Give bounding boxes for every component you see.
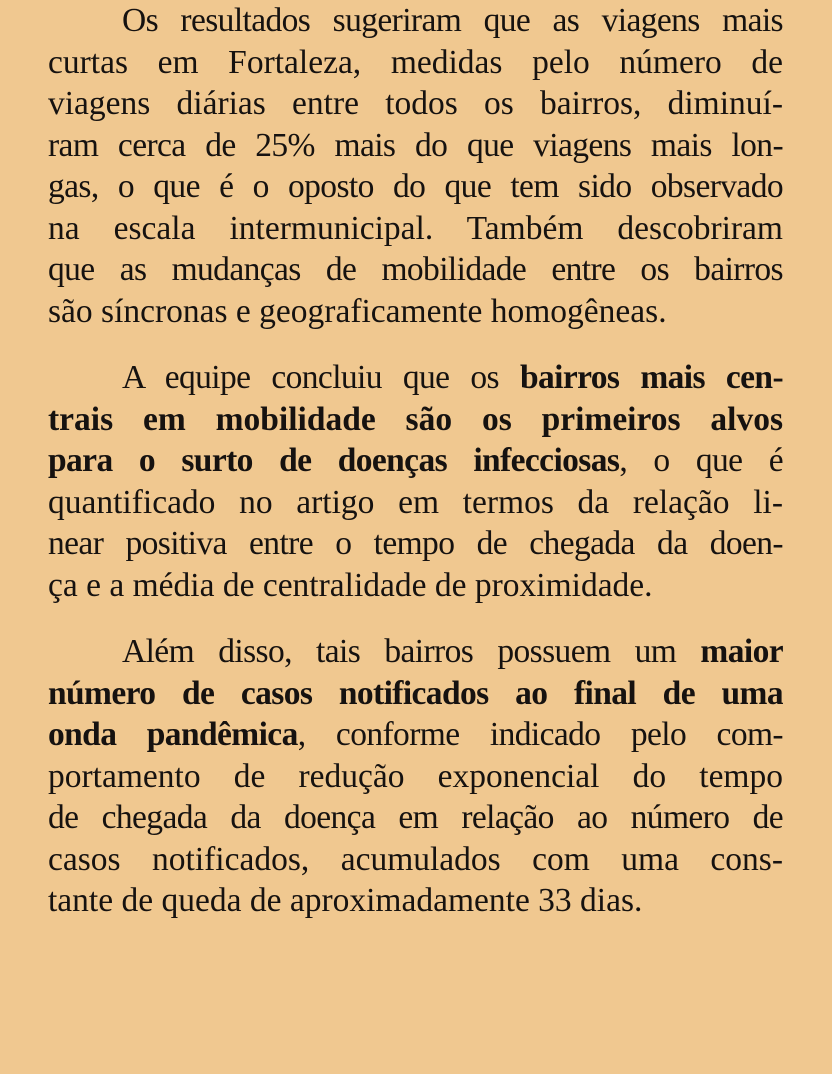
text-line: portamento de redução exponencial do tempo bbox=[48, 757, 783, 795]
text-line bbox=[48, 399, 783, 441]
text-line: onda pandêmica, conforme indicado pelo com- bbox=[48, 716, 783, 753]
text-line bbox=[48, 673, 783, 715]
text-line: gas, o que é o oposto do que tem sido observado bbox=[48, 168, 783, 205]
text-line: ça e a média de centralidade de proximidade. bbox=[48, 566, 653, 604]
text-line: são síncronas e geograficamente homogêneas. bbox=[48, 292, 667, 330]
text-line: viagens diárias entre todos os bairros, diminuí- bbox=[48, 85, 783, 122]
text-line: Os resultados sugeriram que as viagens mais bbox=[122, 2, 783, 39]
emphasis-text: bairros mais cen- bbox=[519, 359, 783, 396]
text-line: na escala intermunicipal. Também descobriram bbox=[48, 209, 783, 247]
text-line: A equipe concluiu que os bairros mais cen- bbox=[122, 359, 783, 396]
text-line: de chegada da doença em relação ao número de bbox=[48, 799, 783, 836]
emphasis-text: número de casos notificados ao final de uma bbox=[48, 674, 783, 712]
text-line: curtas em Fortaleza, medidas pelo número de bbox=[48, 43, 783, 81]
emphasis-text: maior bbox=[700, 633, 783, 670]
emphasis-text: trais em mobilidade são os primeiros alvos bbox=[48, 400, 783, 438]
paragraph-central-neighborhoods bbox=[48, 357, 783, 606]
text-line: tante de queda de aproximadamente 33 dias. bbox=[48, 882, 643, 919]
text-line: para o surto de doenças infecciosas, o que é bbox=[48, 442, 783, 479]
text-line: que as mudanças de mobilidade entre os bairros bbox=[48, 251, 783, 288]
article-body bbox=[48, 0, 783, 947]
text-line: casos notificados, acumulados com uma cons- bbox=[48, 840, 783, 878]
paragraph-mobility-results bbox=[48, 0, 783, 332]
emphasis-text: onda pandêmica bbox=[48, 716, 298, 753]
text-line: near positiva entre o tempo de chegada da doen- bbox=[48, 525, 783, 562]
paragraph-notified-cases bbox=[48, 631, 783, 922]
text-line: ram cerca de 25% mais do que viagens mais lon- bbox=[48, 126, 783, 164]
emphasis-text: para o surto de doenças infecciosas bbox=[48, 442, 620, 479]
text-line: Além disso, tais bairros possuem um maior bbox=[122, 633, 783, 670]
text-line: quantificado no artigo em termos da relação li- bbox=[48, 483, 783, 521]
